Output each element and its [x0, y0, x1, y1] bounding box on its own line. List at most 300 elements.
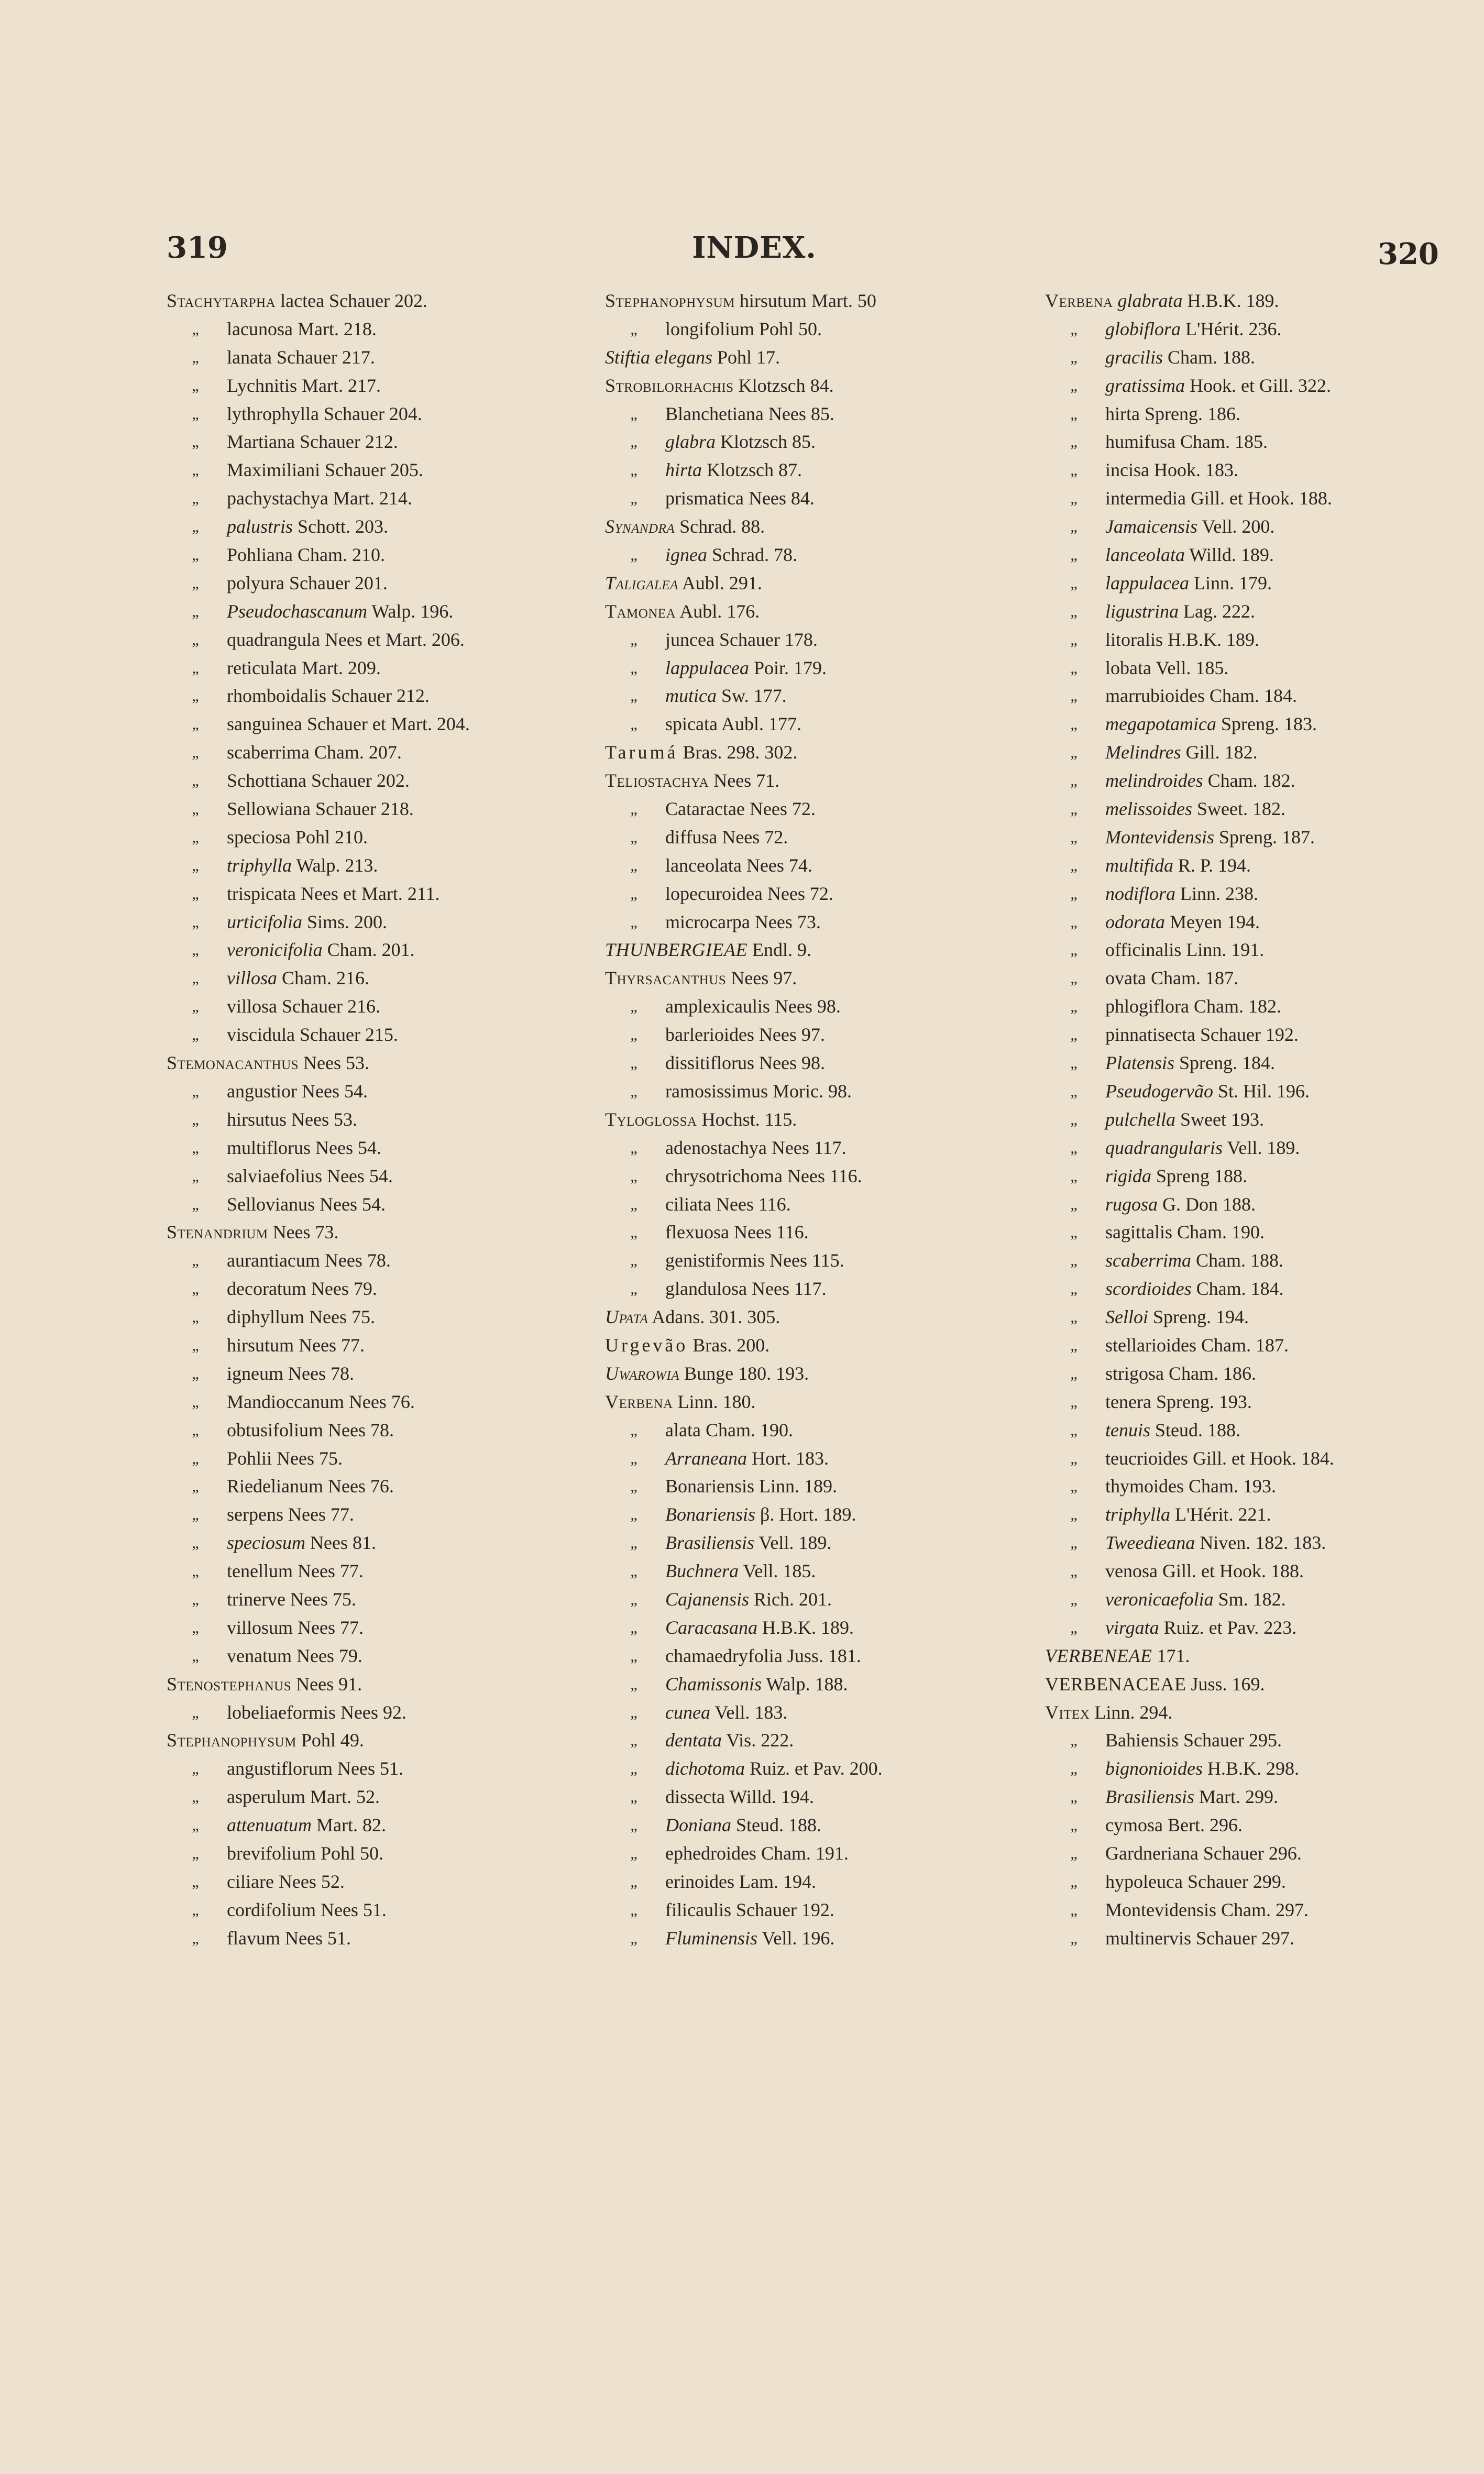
index-subentry [167, 1501, 586, 1529]
authority-and-page: R. P. 194. [1178, 854, 1251, 876]
index-subentry [1045, 1614, 1464, 1642]
genus-name: Taligalea [605, 572, 678, 593]
authority-and-page: Schauer 295. [1183, 1730, 1282, 1751]
species-epithet: tenellum [227, 1560, 293, 1582]
index-subentry [167, 1106, 586, 1134]
index-subentry [605, 1077, 1024, 1106]
authority-and-page: Sweet 193. [1180, 1108, 1264, 1130]
ditto-mark: „ [630, 405, 637, 423]
ditto-mark: „ [630, 1224, 637, 1241]
authority-and-page: Walp. 188. [766, 1673, 848, 1695]
index-subentry [167, 626, 586, 654]
index-subentry [167, 1388, 586, 1416]
species-epithet: rigida [1105, 1165, 1152, 1186]
species-epithet: Gardneriana [1105, 1842, 1199, 1864]
species-epithet: flavum [227, 1927, 280, 1949]
ditto-mark: „ [192, 320, 199, 338]
index-subentry [1045, 344, 1464, 372]
authority-and-page: Nees 98. [759, 1052, 825, 1074]
index-subentry [605, 1699, 1024, 1727]
species-epithet: barlerioides [665, 1024, 754, 1046]
authority-and-page: Hochst. 115. [701, 1108, 797, 1130]
authority-and-page: Nees 85. [768, 403, 834, 424]
index-subentry [167, 1783, 586, 1811]
ditto-mark: „ [192, 1590, 199, 1608]
authority-and-page: Nees 71. [713, 770, 780, 791]
authority-and-page: Gill. 182. [1185, 742, 1258, 763]
index-genus-entry [605, 569, 1024, 598]
authority-and-page: Linn. 180. [677, 1391, 756, 1412]
authority-and-page: Linn. 179. [1193, 572, 1272, 593]
ditto-mark: „ [1070, 1534, 1078, 1552]
index-subentry [605, 1529, 1024, 1557]
ditto-mark: „ [1070, 1901, 1078, 1919]
ditto-mark: „ [1070, 1252, 1078, 1270]
ditto-mark: „ [1070, 913, 1078, 931]
species-epithet: lobeliaeformis [227, 1701, 336, 1723]
ditto-mark: „ [192, 1478, 199, 1496]
authority-and-page: Mart. 209. [301, 657, 381, 678]
authority-and-page: Schauer et Mart. 204. [306, 713, 470, 735]
index-subentry [1045, 908, 1464, 937]
index-subentry [167, 964, 586, 993]
authority-and-page: Schauer 212. [299, 431, 398, 453]
authority-and-page: Hook. et Gill. 322. [1190, 375, 1332, 396]
index-subentry [1045, 1896, 1464, 1925]
index-genus-entry [1045, 287, 1464, 315]
ditto-mark: „ [1070, 1309, 1078, 1326]
species-epithet: Montevidensis [1105, 1899, 1216, 1920]
species-epithet: Tweedieana [1105, 1532, 1195, 1554]
ditto-mark: „ [1070, 687, 1078, 705]
index-subentry [167, 1021, 586, 1049]
index-subentry [605, 1191, 1024, 1219]
species-epithet: lythrophylla [227, 403, 319, 424]
index-subentry [605, 485, 1024, 513]
species-epithet: Blanchetiana [665, 403, 764, 424]
authority-and-page: Vell. 183. [714, 1701, 788, 1723]
index-subentry [1045, 513, 1464, 541]
species-epithet: longifolium [665, 318, 754, 339]
species-epithet: Pseudochascanum [227, 600, 367, 622]
species-epithet: Melindres [1105, 742, 1181, 763]
authority-and-page: Walp. 196. [371, 600, 454, 622]
authority-and-page: Nees 73. [272, 1222, 339, 1243]
ditto-mark: „ [630, 1054, 637, 1072]
ditto-mark: „ [1070, 885, 1078, 903]
index-subentry [167, 1445, 586, 1473]
ditto-mark: „ [630, 1647, 637, 1665]
authority-and-page: Sims. 200. [307, 911, 388, 932]
ditto-mark: „ [1070, 1563, 1078, 1580]
ditto-mark: „ [1070, 320, 1078, 338]
ditto-mark: „ [1070, 461, 1078, 479]
authority-and-page: Willd. 189. [1189, 544, 1274, 566]
index-subentry [167, 1332, 586, 1360]
species-epithet: lappulacea [1105, 572, 1189, 593]
authority-and-page: Nees et Mart. 211. [300, 883, 440, 904]
species-epithet: amplexicaulis [665, 996, 770, 1017]
ditto-mark: „ [1070, 800, 1078, 818]
ditto-mark: „ [1070, 1110, 1078, 1128]
authority-and-page: Nees 72. [722, 826, 788, 848]
index-subentry [1045, 1840, 1464, 1868]
ditto-mark: „ [630, 631, 637, 648]
ditto-mark: „ [1070, 1082, 1078, 1100]
index-subentry [605, 1670, 1024, 1699]
authority-and-page: Schauer 212. [331, 685, 430, 707]
ditto-mark: „ [630, 716, 637, 733]
authority-and-page: Klotzsch 87. [707, 459, 802, 481]
index-subentry [1045, 598, 1464, 626]
ditto-mark: „ [630, 1675, 637, 1693]
authority-and-page: Linn. 191. [1186, 939, 1265, 961]
index-subentry [167, 993, 586, 1021]
authority-and-page: Nees 75. [277, 1447, 343, 1469]
ditto-mark: „ [1070, 1929, 1078, 1947]
index-subentry [605, 1614, 1024, 1642]
authority-and-page: Cham. 185. [1180, 431, 1268, 453]
species-epithet: lopecuroidea [665, 883, 763, 904]
species-epithet: Bonariensis [665, 1476, 754, 1497]
genus-name: Stephanophysum [605, 290, 735, 311]
authority-and-page: Schott. 203. [298, 516, 389, 537]
ditto-mark: „ [192, 1252, 199, 1270]
authority-and-page: Schauer 297. [1196, 1927, 1294, 1949]
ditto-mark: „ [630, 1563, 637, 1580]
ditto-mark: „ [630, 1449, 637, 1467]
species-epithet: juncea [665, 629, 714, 650]
authority-and-page: Bunge 180. 193. [684, 1362, 809, 1384]
ditto-mark: „ [192, 828, 199, 846]
index-subentry [605, 1472, 1024, 1501]
index-subentry [605, 1642, 1024, 1670]
species-epithet: intermedia [1105, 488, 1186, 509]
index-subentry [605, 1586, 1024, 1614]
species-epithet: chamaedryfolia [665, 1645, 783, 1666]
species-epithet: bignonioides [1105, 1758, 1203, 1779]
genus-name: Stenostephanus [167, 1673, 292, 1695]
genus-name: Urgevão [605, 1334, 688, 1356]
species-epithet: tenera [1105, 1391, 1151, 1412]
index-subentry [167, 852, 586, 880]
ditto-mark: „ [1070, 1449, 1078, 1467]
species-epithet: microcarpa [665, 911, 750, 932]
ditto-mark: „ [630, 659, 637, 677]
ditto-mark: „ [192, 574, 199, 592]
authority-and-page: Aubl. 176. [679, 600, 760, 622]
authority-and-page: β. Hort. 189. [760, 1504, 856, 1525]
authority-and-page: Mart. 218. [297, 318, 377, 339]
authority-and-page: Bras. 200. [692, 1334, 770, 1356]
index-subentry [167, 710, 586, 739]
species-epithet: Chamissonis [665, 1673, 762, 1695]
ditto-mark: „ [630, 490, 637, 508]
index-subentry [167, 1360, 586, 1388]
ditto-mark: „ [1070, 1365, 1078, 1382]
genus-name: Upata [605, 1306, 648, 1328]
ditto-mark: „ [1070, 602, 1078, 620]
species-epithet: diphyllum [227, 1306, 305, 1328]
ditto-mark: „ [192, 1393, 199, 1411]
index-subentry [167, 1275, 586, 1303]
index-subentry [605, 1868, 1024, 1896]
species-epithet: polyura [227, 572, 284, 593]
ditto-mark: „ [192, 1703, 199, 1721]
species-epithet: veronicifolia [227, 939, 323, 961]
authority-and-page: Nees 73. [754, 911, 821, 932]
ditto-mark: „ [1070, 1026, 1078, 1044]
authority-and-page: Nees 75. [290, 1588, 356, 1610]
ditto-mark: „ [1070, 998, 1078, 1016]
index-subentry [1045, 823, 1464, 852]
authority-and-page: L'Hérit. 221. [1175, 1504, 1271, 1525]
genus-name: Stemonacanthus [167, 1052, 299, 1074]
ditto-mark: „ [1070, 1873, 1078, 1890]
ditto-mark: „ [192, 490, 199, 508]
index-subentry [605, 1218, 1024, 1247]
authority-and-page: Cham. 216. [282, 967, 369, 989]
ditto-mark: „ [192, 716, 199, 733]
ditto-mark: „ [630, 1139, 637, 1157]
index-genus-entry [605, 344, 1024, 372]
authority-and-page: Nees 51. [284, 1927, 351, 1949]
ditto-mark: „ [192, 1195, 199, 1213]
index-subentry [605, 456, 1024, 485]
index-subentry [167, 880, 586, 908]
index-genus-entry [605, 1303, 1024, 1332]
species-epithet: Lychnitis [227, 375, 297, 396]
ditto-mark: „ [1070, 716, 1078, 733]
index-subentry [1045, 852, 1464, 880]
ditto-mark: „ [630, 1026, 637, 1044]
species-epithet: scordioides [1105, 1278, 1192, 1300]
ditto-mark: „ [192, 941, 199, 959]
ditto-mark: „ [1070, 518, 1078, 536]
ditto-mark: „ [192, 1026, 199, 1044]
index-subentry [605, 710, 1024, 739]
species-epithet: Bahiensis [1105, 1730, 1179, 1751]
index-subentry [167, 485, 586, 513]
ditto-mark: „ [630, 1817, 637, 1834]
species-epithet: angustiflorum [227, 1758, 333, 1779]
ditto-mark: „ [192, 1139, 199, 1157]
authority-and-page: Nees 52. [278, 1871, 345, 1892]
genus-name: Verbena [605, 1391, 673, 1412]
ditto-mark: „ [630, 1167, 637, 1185]
authority-and-page: Nees 77. [288, 1504, 354, 1525]
species-epithet: Bonariensis [665, 1504, 756, 1525]
genus-name: Tyloglossa [605, 1108, 697, 1130]
page-header [0, 0, 1484, 272]
species-epithet: melindroides [1105, 770, 1203, 791]
index-subentry [167, 1134, 586, 1162]
index-family-entry [605, 936, 1024, 964]
species-epithet: scaberrima [227, 742, 310, 763]
index-subentry [605, 1445, 1024, 1473]
species-epithet: Arraneana [665, 1447, 747, 1469]
index-subentry [605, 1275, 1024, 1303]
authority-and-page: Lam. 194. [739, 1871, 816, 1892]
index-subentry [167, 1247, 586, 1275]
index-subentry [167, 1925, 586, 1953]
species-epithet: spicata [665, 713, 718, 735]
species-epithet: lanceolata [665, 854, 742, 876]
ditto-mark: „ [1070, 1167, 1078, 1185]
ditto-mark: „ [192, 1110, 199, 1128]
species-epithet: lappulacea [665, 657, 749, 678]
ditto-mark: „ [1070, 856, 1078, 874]
index-subentry [1045, 485, 1464, 513]
species-epithet: multinervis [1105, 1927, 1191, 1949]
authority-and-page: Poir. 179. [753, 657, 827, 678]
authority-and-page: Cham. 182. [1193, 996, 1281, 1017]
ditto-mark: „ [192, 1929, 199, 1947]
species-epithet: ciliare [227, 1871, 274, 1892]
ditto-mark: „ [1070, 1844, 1078, 1862]
species-epithet: prismatica [665, 488, 744, 509]
authority-and-page: Sweet. 182. [1197, 798, 1285, 820]
index-subentry [605, 823, 1024, 852]
authority-and-page: H.B.K. 189. [762, 1617, 854, 1638]
index-subentry [1045, 739, 1464, 767]
ditto-mark: „ [1070, 631, 1078, 648]
species-epithet: hirta [665, 459, 702, 481]
index-subentry [1045, 1783, 1464, 1811]
ditto-mark: „ [192, 546, 199, 564]
authority-and-page: Lag. 222. [1183, 600, 1255, 622]
species-epithet: litoralis [1105, 629, 1163, 650]
index-subentry [1045, 1388, 1464, 1416]
right-page-number: 320 [1378, 237, 1439, 271]
authority-and-page: Schauer 192. [735, 1899, 834, 1920]
ditto-mark: „ [630, 856, 637, 874]
ditto-mark: „ [192, 772, 199, 790]
ditto-mark: „ [630, 1506, 637, 1524]
species-epithet: multifida [1105, 854, 1174, 876]
genus-name: Uwarowia [605, 1362, 680, 1384]
page-title: INDEX. [692, 230, 817, 265]
authority-and-page: Klotzsch 85. [720, 431, 816, 453]
genus-name: Synandra [605, 516, 675, 537]
authority-and-page: Nees 74. [746, 854, 812, 876]
index-subentry [167, 1416, 586, 1445]
index-subentry [167, 400, 586, 428]
ditto-mark: „ [192, 1365, 199, 1382]
species-epithet: asperulum [227, 1786, 305, 1808]
index-subentry [167, 456, 586, 485]
authority-and-page: Spreng. 187. [1218, 826, 1315, 848]
ditto-mark: „ [1070, 1280, 1078, 1298]
authority-and-page: Schauer 299. [1187, 1871, 1286, 1892]
authority-and-page: Spreng 188. [1156, 1165, 1248, 1186]
index-subentry [1045, 541, 1464, 569]
index-subentry [605, 993, 1024, 1021]
ditto-mark: „ [1070, 1788, 1078, 1806]
index-subentry [167, 795, 586, 823]
authority-and-page: Spreng. 193. [1156, 1391, 1252, 1412]
authority-and-page: Linn. 294. [1094, 1701, 1173, 1723]
genus-name: Teliostachya [605, 770, 709, 791]
species-epithet: lanata [227, 346, 272, 368]
species-epithet: adenostachya [665, 1137, 767, 1158]
index-subentry [1045, 1445, 1464, 1473]
authority-and-page: Nees 92. [340, 1701, 406, 1723]
index-subentry [1045, 654, 1464, 683]
species-epithet: dissecta [665, 1786, 725, 1808]
ditto-mark: „ [192, 1082, 199, 1100]
ditto-mark: „ [1070, 1139, 1078, 1157]
authority-and-page: Nees 77. [297, 1560, 364, 1582]
index-subentry [1045, 456, 1464, 485]
species-epithet: ephedroides [665, 1842, 756, 1864]
ditto-mark: „ [1070, 1054, 1078, 1072]
ditto-mark: „ [192, 856, 199, 874]
index-subentry [1045, 400, 1464, 428]
ditto-mark: „ [1070, 744, 1078, 762]
species-epithet: gratissima [1105, 375, 1185, 396]
ditto-mark: „ [1070, 377, 1078, 394]
authority-and-page: Spreng. 186. [1144, 403, 1240, 424]
species-epithet: igneum [227, 1362, 283, 1384]
species-epithet: Sellovianus [227, 1193, 315, 1215]
species-epithet: Selloi [1105, 1306, 1148, 1328]
index-subentry [167, 569, 586, 598]
species-epithet: dissitiflorus [665, 1052, 755, 1074]
index-column-1 [167, 287, 586, 1953]
species-epithet: dichotoma [665, 1758, 745, 1779]
index-subentry [167, 513, 586, 541]
ditto-mark: „ [1070, 1619, 1078, 1636]
index-subentry [167, 1557, 586, 1586]
index-subentry [605, 1247, 1024, 1275]
index-subentry [167, 428, 586, 456]
species-epithet: villosa [227, 996, 277, 1017]
authority-and-page: Walp. 213. [296, 854, 378, 876]
species-epithet: alata [665, 1419, 701, 1441]
ditto-mark: „ [192, 1421, 199, 1439]
authority-and-page: Pohl 17. [717, 346, 781, 368]
species-epithet: quadrangula [227, 629, 320, 650]
index-subentry [605, 1811, 1024, 1840]
species-epithet: pulchella [1105, 1108, 1175, 1130]
authority-and-page: Schauer 296. [1203, 1842, 1302, 1864]
species-epithet: sagittalis [1105, 1222, 1172, 1243]
species-epithet: obtusifolium [227, 1419, 324, 1441]
authority-and-page: Gill. et Hook. 188. [1190, 488, 1332, 509]
authority-and-page: Mart. 82. [316, 1815, 386, 1836]
species-epithet: Fluminensis [665, 1927, 757, 1949]
index-subentry [1045, 936, 1464, 964]
authority-and-page: Rich. 201. [754, 1588, 832, 1610]
authority-and-page: Nees 51. [337, 1758, 403, 1779]
authority-and-page: Schauer 218. [315, 798, 414, 820]
index-subentry [1045, 1586, 1464, 1614]
species-epithet: globiflora [1105, 318, 1181, 339]
authority-and-page: Spreng. 184. [1179, 1052, 1275, 1074]
ditto-mark: „ [630, 1760, 637, 1778]
ditto-mark: „ [630, 885, 637, 903]
authority-and-page: H.B.K. 189. [1168, 629, 1260, 650]
species-epithet: pachystachya [227, 488, 328, 509]
species-epithet: venatum [227, 1645, 292, 1666]
authority-and-page: Nees 76. [327, 1476, 394, 1497]
authority-and-page: Mart. 217. [302, 375, 381, 396]
ditto-mark: „ [192, 800, 199, 818]
authority-and-page: Cham. 210. [297, 544, 385, 566]
authority-and-page: Schauer 205. [324, 459, 423, 481]
authority-and-page: Pohl 210. [295, 826, 368, 848]
